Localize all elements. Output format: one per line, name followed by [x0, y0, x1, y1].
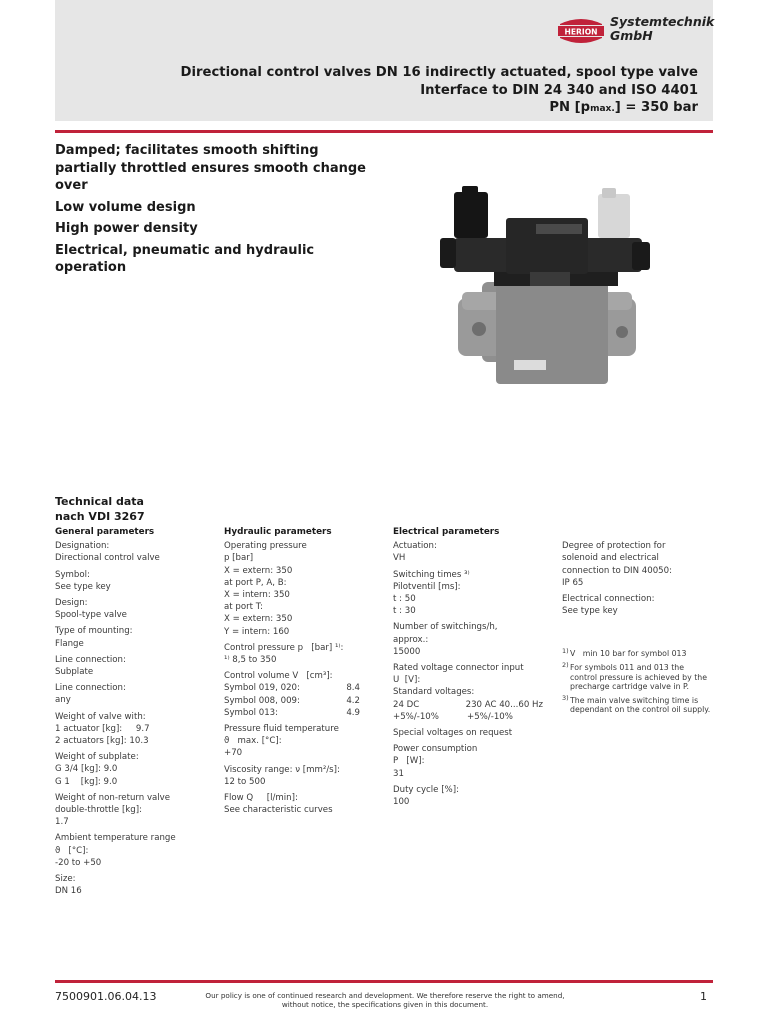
footnote: 3) The main valve switching time is dependant on the control oil supply. — [562, 693, 711, 715]
feature-item: Electrical, pneumatic and hydraulic operation — [55, 242, 315, 275]
footer-disclaimer: Our policy is one of continued research and development. We therefore reserve the right to amend, without notice, the specifications given in this document. — [205, 991, 565, 1009]
electrical-parameters: Electrical parameters Actuation: VH Switching times ³⁾ Pilotventil [ms]: t : 50 t : 30 Number of switchings/h, approx.: 15000 Rated voltage connector input U [V]: Standard voltages: 24 DC 230 AC 40...60 Hz +5%/-10% +5%/-10% Special voltages on request Power consumption P [W]: 31 Duty cycle [%]: 100 — [393, 527, 543, 808]
page-title — [181, 64, 698, 119]
feature-item: Low volume design — [55, 199, 196, 215]
header-divider — [55, 130, 713, 133]
document-code: 7500901.06.04.13 — [55, 990, 157, 1003]
footer-divider — [55, 980, 713, 983]
section-heading: Electrical parameters — [393, 527, 500, 537]
herion-logo — [556, 16, 606, 46]
footnote: 2) For symbols 011 and 013 the control pressure is achieved by the precharge cartridge valve in P. — [562, 661, 708, 692]
feature-item: Damped; facilitates smooth shifting partially throttled ensures smooth change over — [55, 143, 366, 193]
section-heading: Hydraulic parameters — [224, 527, 332, 537]
footnote: 1) V min 10 bar for symbol 013 — [562, 647, 687, 659]
feature-list — [55, 142, 375, 281]
technical-data-heading: Technical data nach VDI 3267 — [55, 495, 145, 523]
hydraulic-parameters: Hydraulic parameters Operating pressure p [bar] X = extern: 350 at port P, A, B: X = intern: 350 at port T: X = extern: 350 Y = intern: 160 Control pressure p [bar] ¹⁾: ¹⁾ 8,5 to 350 Control volume V [cm³]: Symbol 019, 020: 8.4 Symbol 008, 009: 4.2 Symbol 013: 4.9 Pressure fluid temperature ϑ max. [°C]: +70 Viscosity range: ν [mm²/s]: 12 to 500 Flow Q [l/min]: See characteristic curves — [224, 527, 360, 816]
title-line-2: Interface to DIN 24 340 and ISO 4401 — [420, 82, 698, 98]
company-name: Systemtechnik GmbH — [610, 14, 715, 43]
feature-item: High power density — [55, 221, 198, 236]
svg-text:HERION: HERION — [564, 27, 598, 37]
general-parameters: General parameters Designation: Directional control valve Symbol: See type key Design: Spool-type valve Type of mounting: Flange Line connection: Subplate Line connection: any Weight of valve with: 1 actuator [kg]: 9.7 2 actuators [kg]: 10.3 Weight of subplate: G 3/4 [kg]: 9.0 G 1 [kg]: 9.0 Weight of non-return valve double-throttle [kg]: 1.7 Ambient temperature range ϑ [°C]: -20 to +50 Size: DN 16 — [55, 526, 217, 897]
title-line-1: Directional control valves DN 16 indirectly actuated, spool type valve — [180, 65, 698, 80]
title-line-3: PN [pmax.] = 350 bar — [549, 100, 698, 115]
protection-and-notes: Degree of protection for solenoid and electrical connection to DIN 40050: IP 65 Electrical connection: See type key 1) V min 10 bar for symbol 013 2) For symbols 011 and 013 the control pressure is achieved by the precharge cartridge valve in P. 3) The main valve switching time is dependant on the control oil supply. — [562, 541, 711, 715]
page-number: 1 — [700, 990, 707, 1003]
section-heading: General parameters — [55, 527, 155, 537]
valve-product-photo — [432, 186, 664, 396]
